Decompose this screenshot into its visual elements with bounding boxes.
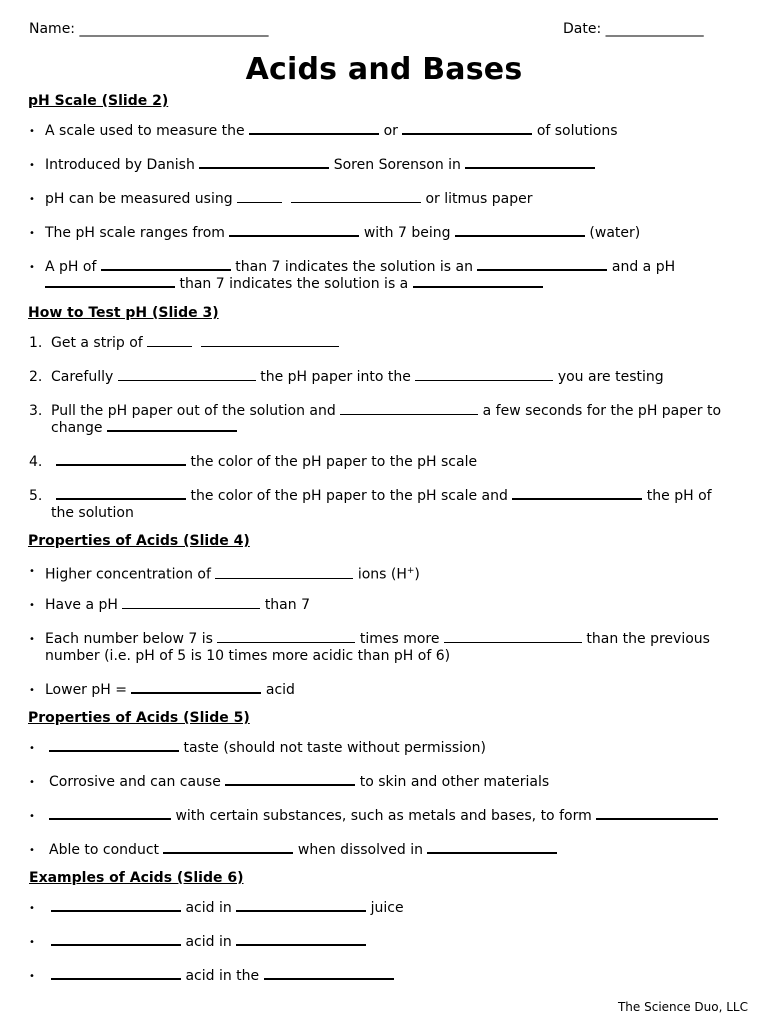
fill-blank[interactable] [118, 369, 256, 381]
bullet-icon: • [29, 903, 35, 914]
date-field-label: Date: ______________ [563, 21, 704, 37]
fill-blank[interactable] [427, 842, 557, 854]
fill-blank[interactable] [122, 597, 260, 609]
bullet-icon: • [29, 634, 35, 645]
section-how-to-test: How to Test pH (Slide 3) [28, 305, 219, 321]
bullet-icon: • [29, 194, 35, 205]
fill-blank[interactable] [455, 225, 585, 237]
fill-blank[interactable] [291, 191, 421, 203]
fill-blank[interactable] [45, 276, 175, 288]
fill-blank[interactable] [512, 488, 642, 500]
fill-blank[interactable] [236, 934, 366, 946]
bullet-icon: • [29, 262, 35, 273]
fill-blank[interactable] [217, 631, 355, 643]
bullet-icon: • [29, 777, 35, 788]
fill-blank[interactable] [340, 403, 478, 415]
fill-blank[interactable] [51, 934, 181, 946]
fill-blank[interactable] [215, 567, 353, 579]
fill-blank[interactable] [147, 335, 192, 347]
fill-blank[interactable] [596, 808, 718, 820]
fill-blank[interactable] [51, 968, 181, 980]
section-props-acids-4: Properties of Acids (Slide 4) [28, 533, 250, 549]
bullet-icon: • [29, 600, 35, 611]
list-item-continuation: the solution [51, 505, 134, 521]
fill-blank[interactable] [477, 259, 607, 271]
page-title: Acids and Bases [245, 52, 523, 87]
bullet-icon: • [29, 971, 35, 982]
fill-blank[interactable] [201, 335, 339, 347]
section-examples-acids: Examples of Acids (Slide 6) [29, 870, 244, 886]
list-item-continuation: than 7 indicates the solution is a [45, 276, 543, 293]
list-item-continuation: number (i.e. pH of 5 is 10 times more acidic than pH of 6) [45, 648, 451, 664]
fill-blank[interactable] [249, 123, 379, 135]
footer-credit: The Science Duo, LLC [617, 1000, 748, 1014]
fill-blank[interactable] [56, 454, 186, 466]
bullet-icon: • [29, 743, 35, 754]
fill-blank[interactable] [107, 420, 237, 432]
fill-blank[interactable] [415, 369, 553, 381]
fill-blank[interactable] [56, 488, 186, 500]
fill-blank[interactable] [225, 774, 355, 786]
fill-blank[interactable] [51, 900, 181, 912]
fill-blank[interactable] [49, 808, 171, 820]
fill-blank[interactable] [229, 225, 359, 237]
bullet-icon: • [29, 160, 35, 171]
fill-blank[interactable] [199, 157, 329, 169]
fill-blank[interactable] [264, 968, 394, 980]
fill-blank[interactable] [465, 157, 595, 169]
bullet-icon: • [29, 811, 35, 822]
fill-blank[interactable] [413, 276, 543, 288]
bullet-icon: • [29, 228, 35, 239]
fill-blank[interactable] [444, 631, 582, 643]
bullet-icon: • [29, 126, 35, 137]
bullet-icon: • [29, 566, 35, 577]
fill-blank[interactable] [163, 842, 293, 854]
bullet-icon: • [29, 845, 35, 856]
list-item-continuation: change [51, 420, 237, 437]
fill-blank[interactable] [101, 259, 231, 271]
fill-blank[interactable] [236, 900, 366, 912]
section-ph-scale: pH Scale (Slide 2) [28, 93, 169, 109]
section-props-acids-5: Properties of Acids (Slide 5) [28, 710, 250, 726]
fill-blank[interactable] [49, 740, 179, 752]
bullet-icon: • [29, 685, 35, 696]
fill-blank[interactable] [237, 191, 282, 203]
bullet-icon: • [29, 937, 35, 948]
fill-blank[interactable] [131, 682, 261, 694]
fill-blank[interactable] [402, 123, 532, 135]
name-field-label: Name: ___________________________ [29, 21, 269, 37]
